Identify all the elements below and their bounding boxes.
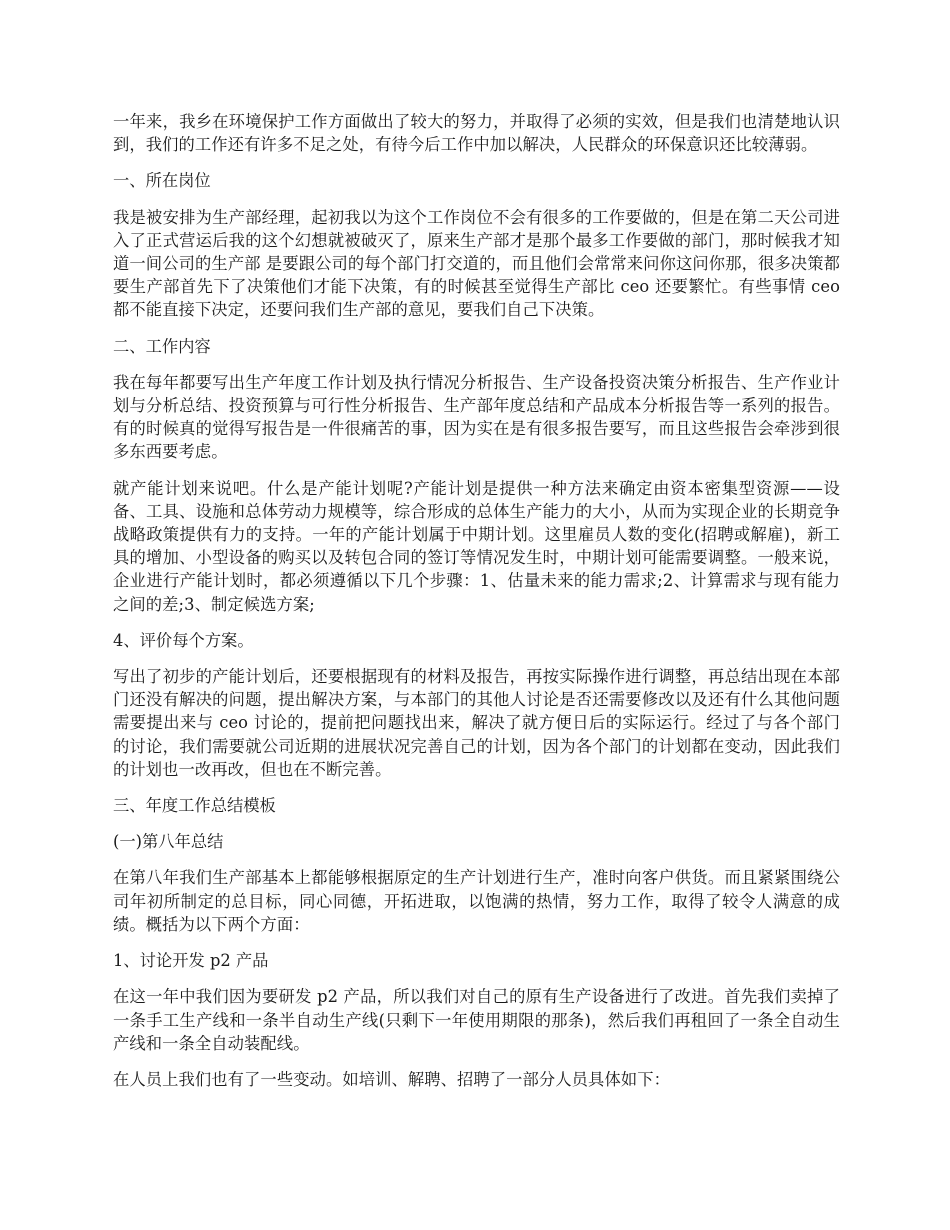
- section-heading-work-content: 二、工作内容: [113, 336, 211, 356]
- subheading-year-eight: (一)第八年总结: [113, 832, 224, 852]
- p2-product-paragraph: 在这一年中我们因为要研发 p2 产品，所以我们对自己的原有生产设备进行了改进。首先我们卖掉了一条手工生产线和一条半自动生产线(只剩下一年使用期限的那条)，然后我们再租回了一条全自动生产线和一条全自动装配线。: [113, 987, 840, 1053]
- position-paragraph: 我是被安排为生产部经理，起初我以为这个工作岗位不会有很多的工作要做的，但是在第二天公司进入了正式营运后我的这个幻想就被破灭了，原来生产部才是那个最多工作要做的部门，那时候我才知道一间公司的生产部 是要跟公司的每个部门打交道的，而且他们会常常来问你这问你那，很多决策都要生产部首先下了决策他们才能下决策，有的时候甚至觉得生产部比 ceo 还要繁忙。有些事情 ceo 都不能直接下决定，还要问我们生产部的意见，要我们自己下决策。: [113, 207, 840, 320]
- staffing-paragraph: 在人员上我们也有了一些变动。如培训、解聘、招聘了一部分人员具体如下：: [113, 1069, 670, 1089]
- capacity-plan-paragraph: 就产能计划来说吧。什么是产能计划呢?产能计划是提供一种方法来确定由资本密集型资源——设备、工具、设施和总体劳动力规模等，综合形成的总体生产能力的大小，从而为实现企业的长期竞争战略政策提供有力的支持。一年的产能计划属于中期计划。这里雇员人数的变化(招聘或解雇)，新工具的增加、小型设备的购买以及转包合同的签订等情况发生时，中期计划可能需要调整。一般来说，企业进行产能计划时，都必须遵循以下几个步骤：1、估量未来的能力需求;2、计算需求与现有能力之间的差;3、制定候选方案;: [113, 478, 840, 614]
- subheading-p2-product: 1、讨论开发 p2 产品: [113, 951, 269, 971]
- year-eight-paragraph: 在第八年我们生产部基本上都能够根据原定的生产计划进行生产，准时向客户供货。而且紧紧围绕公司年初所制定的总目标，同心同德，开拓进取，以饱满的热情，努力工作，取得了较令人满意的成绩。概括为以下两个方面：: [113, 868, 840, 934]
- work-content-paragraph: 我在每年都要写出生产年度工作计划及执行情况分析报告、生产设备投资决策分析报告、生产作业计划与分析总结、投资预算与可行性分析报告、生产部年度总结和产品成本分析报告等一系列的报告。有的时候真的觉得写报告是一件很痛苦的事，因为实在是有很多报告要写，而且这些报告会牵涉到很多东西要考虑。: [113, 372, 840, 462]
- document-body: [113, 110, 840, 1104]
- step-four-line: 4、评价每个方案。: [113, 630, 254, 650]
- intro-paragraph: 一年来，我乡在环境保护工作方面做出了较大的努力，并取得了必须的实效，但是我们也清楚地认识到，我们的工作还有许多不足之处，有待今后工作中加以解决，人民群众的环保意识还比较薄弱。: [113, 112, 840, 155]
- plan-adjust-paragraph: 写出了初步的产能计划后，还要根据现有的材料及报告，再按实际操作进行调整，再总结出现在本部门还没有解决的问题，提出解决方案，与本部门的其他人讨论是否还需要修改以及还有什么其他问题需要提出来与 ceo 讨论的，提前把问题找出来，解决了就方便日后的实际运行。经过了与各个部门的讨论，我们需要就公司近期的进展状况完善自己的计划，因为各个部门的计划都在变动，因此我们的计划也一改再改，但也在不断完善。: [113, 667, 840, 779]
- section-heading-annual-summary: 三、年度工作总结模板: [113, 796, 276, 816]
- section-heading-position: 一、所在岗位: [113, 171, 211, 191]
